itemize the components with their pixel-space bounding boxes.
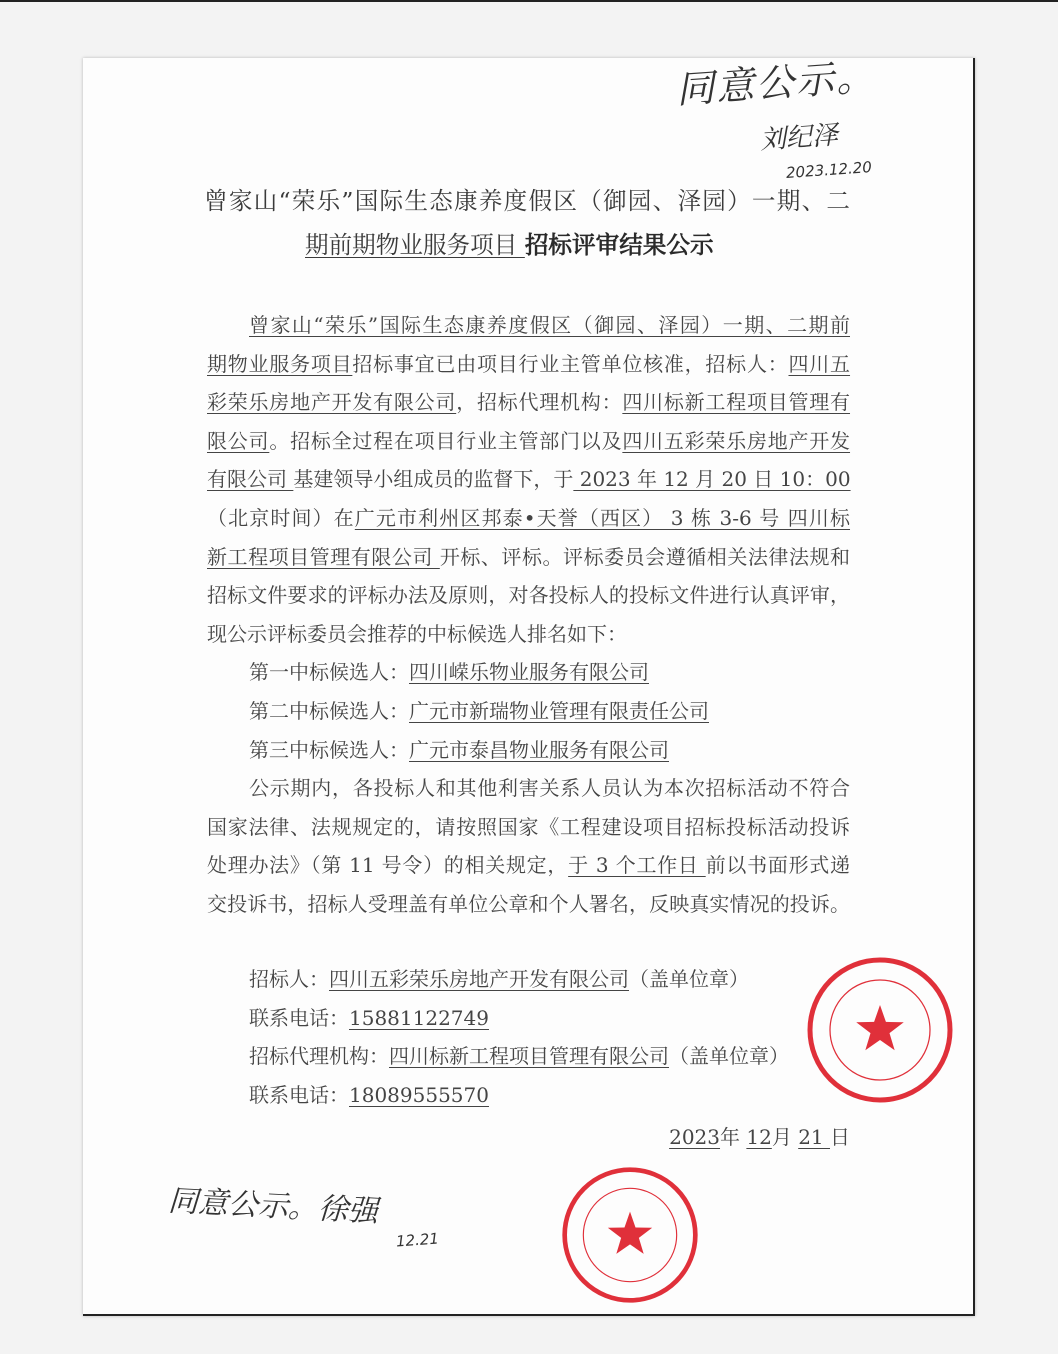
body-line: [207, 576, 850, 615]
signature-line: [207, 960, 850, 999]
text-segment: 基建领导小组成员的监督下，于: [293, 467, 574, 492]
text-segment: 现公示评标委员会推荐的中标候选人排名如下：: [207, 621, 627, 646]
text-segment: 日: [830, 1125, 850, 1150]
handwritten-date-bottom: 12.21: [395, 1229, 440, 1251]
body-line: [207, 538, 850, 577]
underlined-text: 广元市利州区邦泰•天誉（西区） 3 栋 3-6 号 四川标: [354, 505, 851, 530]
underlined-text: 期物业服务项目: [207, 351, 353, 376]
body-line: [207, 499, 850, 538]
underlined-text: 于 3 个工作日: [568, 853, 706, 878]
text-segment: 第三中标候选人：: [249, 737, 409, 762]
text-segment: 交投诉书，招标人受理盖有单位公章和个人署名，反映真实情况的投诉。: [207, 891, 850, 916]
body-line: [207, 345, 850, 384]
underlined-text: 四川五彩荣乐房地产开发: [622, 428, 851, 453]
handwritten-date: 2023.12.20: [785, 158, 873, 182]
text-segment: 国家法律、法规规定的，请按照国家《工程建设项目招标投标活动投诉: [207, 814, 850, 839]
top-border: [0, 0, 1058, 2]
text-segment: 招标代理机构：: [249, 1044, 389, 1069]
body-line: [207, 615, 850, 654]
body-line: [207, 846, 850, 885]
underlined-text: 新工程项目管理有限公司: [207, 544, 440, 569]
text-segment: 招标文件要求的评标办法及原则，对各投标人的投标文件进行认真评审，: [207, 583, 850, 608]
text-segment: 前以书面形式递: [705, 853, 851, 878]
underlined-text: 18089555570: [349, 1082, 489, 1107]
body-line: [207, 808, 850, 847]
underlined-text: 广元市泰昌物业服务有限公司: [409, 737, 669, 762]
issue-date: [207, 1118, 850, 1157]
text-segment: ，招标代理机构：: [456, 390, 623, 415]
signature-block: [207, 960, 850, 1157]
signature-line: [207, 999, 850, 1038]
text-segment: 开标、评标。评标委员会遵循相关法律法规和: [439, 544, 851, 569]
text-segment: 公示期内，各投标人和其他利害关系人员认为本次招标活动不符合: [249, 776, 850, 801]
body-line: [207, 306, 850, 345]
underlined-text: 四川五彩荣乐房地产开发有限公司: [329, 967, 629, 991]
text-segment: （盖单位章）: [629, 967, 749, 991]
text-segment: 月: [771, 1125, 799, 1150]
body-line: [207, 731, 850, 770]
document-body: [207, 306, 850, 924]
underlined-text: 四川五: [788, 351, 851, 376]
body-line: [207, 460, 850, 499]
document-title-line-2: [305, 226, 714, 260]
underlined-text: 曾家山“荣乐”国际生态康养度假区（御园、泽园）一期、二期前: [249, 313, 850, 337]
body-line: [207, 422, 850, 461]
text-segment: 。招标全过程在项目行业主管部门以及: [269, 428, 623, 453]
title-bold: 招标评审结果公示: [524, 231, 714, 259]
text-segment: 第一中标候选人：: [249, 660, 409, 685]
text-segment: （北京时间）在: [207, 505, 355, 530]
body-line: [207, 653, 850, 692]
underlined-text: 有限公司: [207, 467, 294, 492]
underlined-text: 15881122749: [349, 1005, 489, 1030]
body-line: [207, 885, 850, 924]
signature-line: [207, 1037, 850, 1076]
text-segment: 招标事宜已由项目行业主管单位核准，招标人：: [352, 351, 789, 376]
underlined-text: 2023: [669, 1125, 721, 1150]
underlined-text: 四川标新工程项目管理有限公司: [389, 1044, 669, 1069]
text-segment: 联系电话：: [249, 1005, 349, 1030]
body-line: [207, 692, 850, 731]
document-title-line-1: 曾家山“荣乐”国际生态康养度假区（御园、泽园）一期、二: [204, 187, 850, 215]
underlined-text: 四川标新工程项目管理有: [622, 390, 851, 415]
text-segment: 年: [720, 1125, 747, 1150]
handwritten-signature: 刘纪泽: [758, 120, 839, 156]
body-line: [207, 383, 850, 422]
handwritten-approval-note: 同意公示。: [674, 54, 878, 112]
underlined-text: 2023 年 12 月 20 日 10：00: [573, 467, 851, 492]
body-line: [207, 769, 850, 808]
underlined-text: 限公司: [207, 428, 270, 453]
underlined-text: 广元市新瑞物业管理有限责任公司: [409, 698, 709, 723]
underlined-text: 彩荣乐房地产开发有限公司: [207, 390, 457, 415]
handwritten-approval-note-bottom: 同意公示。徐强: [167, 1183, 379, 1230]
text-segment: 联系电话：: [249, 1082, 349, 1107]
signature-line: [207, 1076, 850, 1115]
text-segment: 处理办法》（第 11 号令）的相关规定，: [207, 853, 569, 878]
underlined-text: 四川嵘乐物业服务有限公司: [409, 660, 649, 685]
text-segment: 招标人：: [249, 967, 329, 991]
text-segment: （盖单位章）: [669, 1044, 789, 1069]
text-segment: 第二中标候选人：: [249, 698, 409, 723]
underlined-text: 12: [746, 1125, 772, 1150]
underlined-text: 21: [798, 1125, 830, 1150]
project-name: 期前期物业服务项目: [305, 231, 525, 259]
